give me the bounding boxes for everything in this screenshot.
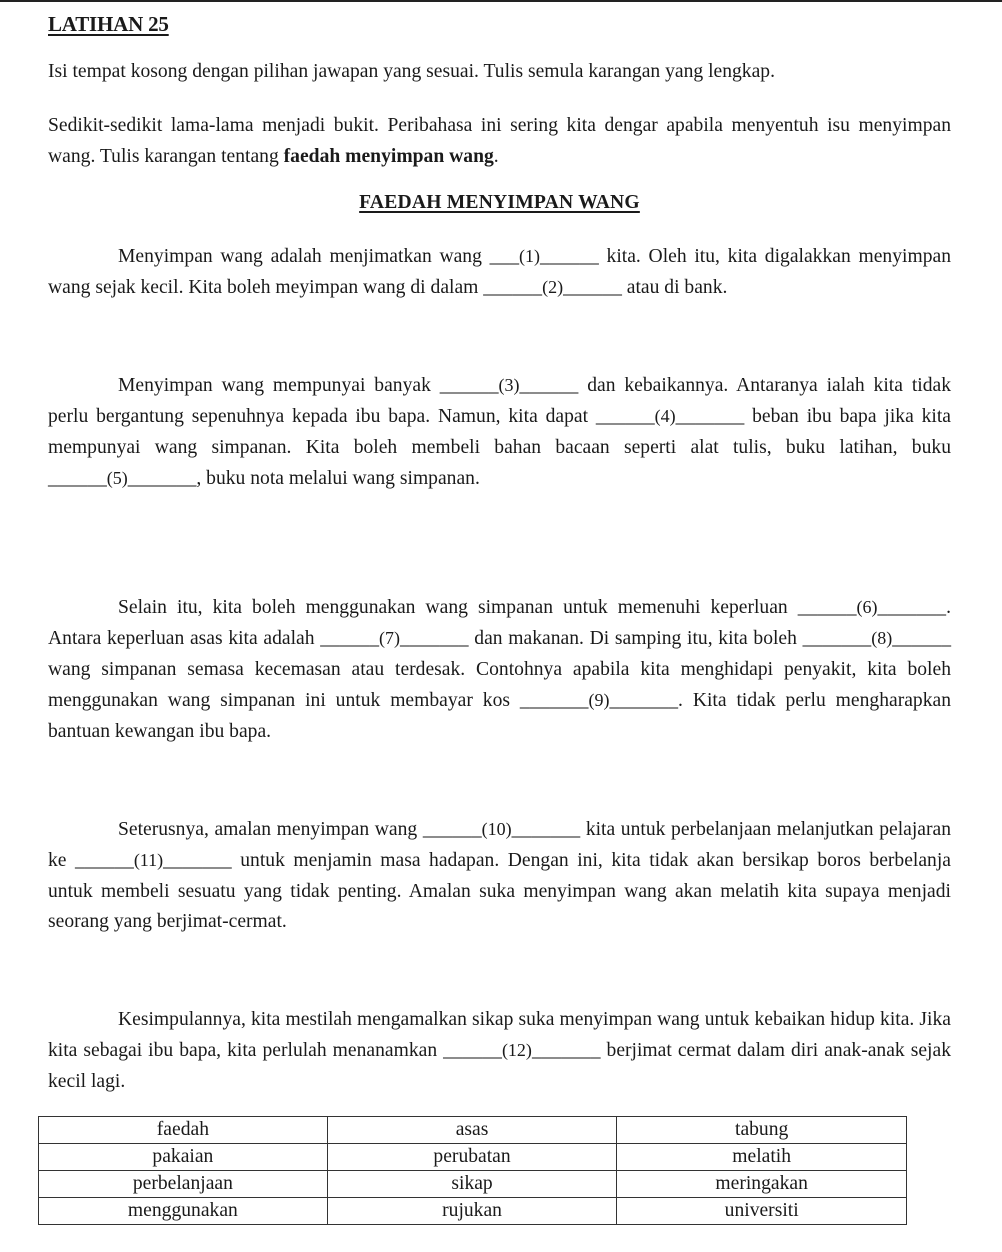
paragraph-text: berjimat cermat dalam diri anak-anak sejak kecil lagi. [48,1040,951,1092]
essay-title: FAEDAH MENYIMPAN WANG [359,192,640,213]
blank-9[interactable] [520,690,678,711]
blank-2[interactable] [483,277,622,298]
paragraph-text: . Antara keperluan asas kita adalah [48,597,951,650]
table-cell: universiti [617,1198,907,1225]
blank-line: ___ [489,246,520,267]
blank-number: (7) [379,628,401,649]
table-cell: perbelanjaan [39,1171,328,1198]
exercise-title: LATIHAN 25 [48,12,169,36]
table-cell: faedah [39,1117,328,1144]
prompt-topic-bold: faedah menyimpan wang [283,146,494,167]
blank-line: _______ [400,628,469,650]
blank-line: _______ [609,690,679,712]
paragraph-text: beban ibu bapa jika kita mempunyai wang simpanan. Kita boleh membeli bahan bacaan seperti alat tulis, buku latihan, buku [48,406,951,458]
paragraph-text: dan kebaikannya. Antaranya ialah kita tidak perlu bergantung sepenuhnya kepada ibu bapa. Namun, kita dapat [48,375,951,428]
blank-number: (3) [498,375,520,395]
blank-line: ______ [892,628,951,650]
blank-12[interactable] [443,1040,600,1061]
blank-number: (5) [106,468,128,489]
table-row [39,1117,907,1144]
blank-8[interactable] [803,628,951,649]
blank-line: ______ [797,597,857,618]
prompt-text-end: . [493,146,499,167]
blank-7[interactable] [320,628,468,649]
blank-line: _______ [511,819,581,840]
essay-prompt [48,110,951,172]
blank-number: (1) [519,246,541,266]
blank-number: (11) [133,850,164,871]
paragraph-4 [48,814,951,938]
paragraph-5 [48,1005,951,1097]
blank-line: ______ [422,819,482,840]
blank-line: ______ [483,277,543,299]
paragraph-text: Seterusnya, amalan menyimpan wang [118,819,423,840]
blank-line: _______ [675,406,745,428]
blank-6[interactable] [798,597,946,618]
blank-number: (9) [588,690,610,711]
prompt-text: Sedikit-sedikit lama-lama menjadi bukit. Peribahasa ini sering kita dengar apabila menyentuh isu menyimpan wang. Tulis karangan tentang [48,115,951,167]
table-row [39,1171,907,1198]
blank-line: _______ [802,628,872,650]
blank-number: (4) [654,406,676,427]
paragraph-text: kita. Oleh itu, kita digalakkan menyimpan wang sejak kecil. Kita boleh meyimpan wang di dalam [48,246,951,299]
blank-number: (2) [542,277,564,298]
paragraph-3 [48,592,951,747]
paragraph-text: , buku nota melalui wang simpanan. [196,468,480,490]
table-cell: rujukan [327,1198,617,1225]
blank-line: ______ [519,375,579,396]
paragraph-text: Menyimpan wang adalah menjimatkan wang [118,246,490,267]
paragraph-text: wang simpanan semasa kecemasan atau terdesak. Contohnya apabila kita menghidapi penyakit, kita boleh menggunakan wang simpanan ini untuk membayar kos [48,658,951,712]
paragraph-text: Selain itu, kita boleh menggunakan wang simpanan untuk memenuhi keperluan [118,597,798,618]
blank-1[interactable] [490,246,599,267]
blank-line: ______ [443,1040,502,1062]
instruction-text: Isi tempat kosong dengan pilihan jawapan yang sesuai. Tulis semula karangan yang lengkap. [48,61,775,82]
paragraph-2 [48,370,951,495]
blank-line: _______ [877,597,947,618]
blank-number: (8) [871,628,893,649]
blank-line: ______ [48,468,107,490]
table-cell: perubatan [327,1144,617,1171]
table-cell: pakaian [39,1144,328,1171]
blank-11[interactable] [75,850,232,871]
blank-5[interactable] [48,468,196,489]
paragraph-text: . Kita tidak perlu mengharapkan bantuan kewangan ibu bapa. [48,690,951,742]
blank-line: ______ [439,375,499,396]
table-cell: asas [327,1117,617,1144]
blank-line: ______ [320,628,380,650]
blank-number: (6) [856,597,878,617]
table-cell: melatih [617,1144,907,1171]
blank-line: ______ [540,246,599,267]
blank-4[interactable] [596,406,744,427]
table-cell: meringakan [617,1171,907,1198]
paragraph-text: kita untuk perbelanjaan melanjutkan pelajaran ke [48,819,952,872]
table-cell: menggunakan [39,1198,328,1225]
blank-line: _______ [163,850,232,872]
table-cell: tabung [617,1117,907,1144]
paragraph-1 [48,241,951,304]
paragraph-text: atau di bank. [621,277,728,299]
table-cell: sikap [327,1171,617,1198]
answer-choices-table [38,1116,907,1225]
paragraph-text: dan makanan. Di samping itu, kita boleh [468,628,803,650]
table-row [39,1144,907,1171]
blank-10[interactable] [423,819,580,840]
blank-number: (12) [501,1040,532,1061]
blank-line: ______ [595,406,655,428]
blank-line: _______ [519,690,589,712]
blank-line: _______ [127,468,197,490]
paragraph-text: Menyimpan wang mempunyai banyak [118,375,440,396]
top-border-rule [0,0,1002,2]
blank-number: (10) [481,819,512,839]
table-row [39,1198,907,1225]
blank-line: _______ [531,1040,601,1062]
blank-line: ______ [75,850,134,872]
paragraph-text: Kesimpulannya, kita mestilah mengamalkan sikap suka menyimpan wang untuk kebaikan hidup kita. Jika kita sebagai ibu bapa, kita perlulah menanamkan [48,1009,951,1062]
paragraph-text: untuk menjamin masa hadapan. Dengan ini, kita tidak akan bersikap boros berbelanja untuk membeli sesuatu yang tidak penting. Amalan suka menyimpan wang akan melatih kita supaya menjadi seorang yang berjimat-cermat. [48,850,951,933]
blank-3[interactable] [440,375,579,396]
blank-line: ______ [563,277,622,299]
